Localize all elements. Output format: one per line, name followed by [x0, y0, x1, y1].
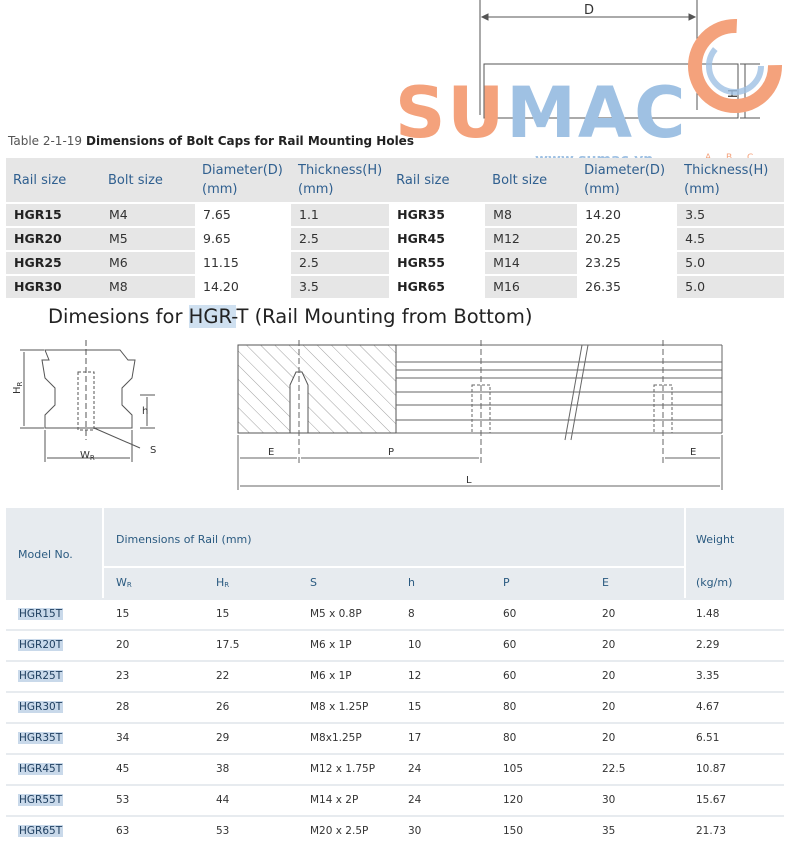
- p-header: P: [503, 576, 510, 589]
- rail-side-view: [238, 340, 722, 490]
- bolt-cap-cell: M14: [485, 252, 577, 274]
- dim-p-label: P: [388, 447, 395, 458]
- table-cell: 2.29: [696, 639, 720, 651]
- table-cell: 26: [216, 701, 230, 713]
- table-cell: 80: [503, 701, 517, 713]
- bolt-cap-cell: HGR25: [6, 252, 101, 274]
- bolt-cap-header-row: [6, 158, 784, 202]
- table-row: [6, 693, 784, 722]
- table-cell: 15: [116, 608, 130, 620]
- table-cell: 10: [408, 639, 422, 651]
- table-cell: 17: [408, 732, 422, 744]
- model-no-cell: HGR35T: [19, 732, 63, 744]
- bolt-cap-cell: 4.5: [677, 228, 784, 250]
- table-cell: 60: [503, 639, 517, 651]
- table-cell: 80: [503, 732, 517, 744]
- unit-header: (kg/m): [696, 576, 733, 589]
- table-cell: 4.67: [696, 701, 720, 713]
- col-bolt-size-2: Bolt size: [485, 158, 577, 202]
- bolt-cap-cell: 2.5: [291, 252, 389, 274]
- bolt-cap-row: [6, 276, 784, 298]
- table-cell: 15: [216, 608, 230, 620]
- bolt-cap-cell: 20.25: [585, 231, 621, 246]
- table-cell: 150: [503, 825, 524, 837]
- bolt-cap-cell: HGR20: [6, 228, 101, 250]
- bolt-cap-cell: 26.35: [585, 279, 621, 294]
- bolt-cap-cell: M4: [101, 204, 195, 226]
- table-cell: M8x1.25P: [310, 732, 362, 744]
- s-header: S: [310, 576, 317, 589]
- rail-table-body: [6, 600, 784, 848]
- bolt-cap-table: [6, 156, 784, 300]
- rail-cross-section: [20, 340, 155, 462]
- table-cell: 15: [408, 701, 422, 713]
- bolt-cap-cell: M8: [101, 276, 195, 298]
- table-row: [6, 817, 784, 846]
- table1-caption: Table 2-1-19 Dimensions of Bolt Caps for Rail Mounting Holes: [8, 134, 414, 148]
- table-cell: 29: [216, 732, 230, 744]
- table-cell: 60: [503, 608, 517, 620]
- dim-e-label-right: E: [690, 447, 697, 458]
- table-cell: M6 x 1P: [310, 670, 352, 682]
- table-cell: M12 x 1.75P: [310, 763, 376, 775]
- model-no-header: Model No.: [18, 548, 73, 561]
- bolt-cap-cell: 14.20: [585, 207, 621, 222]
- hr-header: $H_R$: [216, 576, 230, 589]
- table-cell: M20 x 2.5P: [310, 825, 369, 837]
- bolt-cap-row: [6, 228, 784, 250]
- table-cell: 24: [408, 794, 422, 806]
- model-no-cell: HGR45T: [19, 763, 63, 775]
- table-cell: 34: [116, 732, 130, 744]
- table-cell: 45: [116, 763, 130, 775]
- rail-drawings: [0, 330, 800, 500]
- table-cell: 20: [602, 608, 616, 620]
- rail-table-header: [6, 508, 784, 598]
- table-row: [6, 631, 784, 660]
- table-cell: M5 x 0.8P: [310, 608, 362, 620]
- bolt-cap-cell: HGR65: [397, 279, 445, 294]
- bolt-cap-cell: HGR45: [397, 231, 445, 246]
- bolt-cap-cell: M6: [101, 252, 195, 274]
- logo-wordmark: SUMAC: [395, 72, 688, 154]
- wr-header: $W_R$: [116, 576, 132, 589]
- table-cell: 20: [602, 670, 616, 682]
- table-cell: 53: [216, 825, 230, 837]
- dim-s-label: S: [150, 445, 157, 456]
- table-row: [6, 786, 784, 815]
- table-row: [6, 755, 784, 784]
- bolt-cap-cell: HGR35: [397, 207, 445, 222]
- dims-header: Dimensions of Rail (mm): [116, 533, 252, 546]
- dim-d-label: D: [584, 3, 595, 18]
- model-no-cell: HGR65T: [19, 825, 63, 837]
- weight-header: Weight: [696, 533, 735, 546]
- dim-e-label-left: E: [268, 447, 275, 458]
- dim-l-label: L: [466, 475, 472, 486]
- bolt-cap-cell: M8: [485, 204, 577, 226]
- bolt-cap-cell: HGR30: [6, 276, 101, 298]
- bolt-cap-cell: HGR15: [6, 204, 101, 226]
- col-diameter: Diameter(D) (mm): [195, 158, 291, 202]
- model-no-cell: HGR55T: [19, 794, 63, 806]
- col-rail-size: Rail size: [6, 158, 101, 202]
- table-cell: 15.67: [696, 794, 727, 806]
- model-no-cell: HGR25T: [19, 670, 63, 682]
- table-cell: 10.87: [696, 763, 727, 775]
- table-cell: 21.73: [696, 825, 727, 837]
- table-cell: 12: [408, 670, 422, 682]
- table-row: [6, 662, 784, 691]
- model-no-cell: HGR20T: [19, 639, 63, 651]
- table-cell: 6.51: [696, 732, 720, 744]
- dim-wr-label: $W_R$: [80, 450, 95, 462]
- bolt-cap-cell: 5.0: [677, 252, 784, 274]
- table-cell: 35: [602, 825, 616, 837]
- table-cell: 17.5: [216, 639, 240, 651]
- bolt-cap-cell: 9.65: [203, 231, 231, 246]
- table-cell: 44: [216, 794, 230, 806]
- table-cell: 30: [408, 825, 422, 837]
- col-rail-size-2: Rail size: [389, 158, 485, 202]
- table-cell: 22: [216, 670, 230, 682]
- e-header: E: [602, 576, 609, 589]
- model-no-cell: HGR30T: [19, 701, 63, 713]
- col-thickness-2: Thickness(H) (mm): [677, 158, 784, 202]
- bolt-cap-cell: 23.25: [585, 255, 621, 270]
- bolt-cap-cell: M16: [485, 276, 577, 298]
- dim-h-small-label: h: [142, 406, 149, 417]
- model-no-cell: HGR15T: [19, 608, 63, 620]
- dim-hr-label: $H_R$: [12, 381, 24, 394]
- bolt-cap-cell: 14.20: [203, 279, 239, 294]
- bolt-cap-cell: M12: [485, 228, 577, 250]
- table-cell: M8 x 1.25P: [310, 701, 369, 713]
- bolt-cap-cell: 1.1: [291, 204, 389, 226]
- bolt-cap-cell: 7.65: [203, 207, 231, 222]
- bolt-cap-row: [6, 252, 784, 274]
- bolt-cap-cell: HGR55: [397, 255, 445, 270]
- bolt-cap-cell: 3.5: [291, 276, 389, 298]
- table-cell: 23: [116, 670, 130, 682]
- table-cell: 24: [408, 763, 422, 775]
- table-cell: 1.48: [696, 608, 720, 620]
- bolt-cap-cell: 2.5: [291, 228, 389, 250]
- col-thickness: Thickness(H) (mm): [291, 158, 389, 202]
- bolt-cap-cell: 5.0: [677, 276, 784, 298]
- col-diameter-2: Diameter(D) (mm): [577, 158, 677, 202]
- table-cell: 20: [116, 639, 130, 651]
- section-title: Dimesions for HGR-T (Rail Mounting from Bottom): [48, 305, 533, 328]
- table-cell: M14 x 2P: [310, 794, 359, 806]
- table-cell: 53: [116, 794, 130, 806]
- table-cell: 28: [116, 701, 130, 713]
- table-row: [6, 724, 784, 753]
- table-cell: 120: [503, 794, 524, 806]
- table-cell: 8: [408, 608, 415, 620]
- sumac-logo: [395, 10, 795, 170]
- table-cell: 63: [116, 825, 130, 837]
- bolt-cap-row: [6, 204, 784, 226]
- bolt-cap-cell: 3.5: [677, 204, 784, 226]
- table-cell: 22.5: [602, 763, 626, 775]
- table-cell: 20: [602, 639, 616, 651]
- logo-ring-icon: [685, 16, 785, 116]
- dim-h-label: H: [726, 88, 740, 98]
- table-cell: 20: [602, 701, 616, 713]
- table-cell: 105: [503, 763, 524, 775]
- table-cell: 60: [503, 670, 517, 682]
- table-cell: 20: [602, 732, 616, 744]
- table-cell: M6 x 1P: [310, 639, 352, 651]
- h-header: h: [408, 576, 415, 589]
- rail-dimension-table: [6, 508, 784, 836]
- table-row: [6, 600, 784, 629]
- bolt-cap-cell: M5: [101, 228, 195, 250]
- table-cell: 38: [216, 763, 230, 775]
- col-bolt-size: Bolt size: [101, 158, 195, 202]
- bolt-cap-cell: 11.15: [203, 255, 239, 270]
- table-cell: 30: [602, 794, 616, 806]
- table-cell: 3.35: [696, 670, 720, 682]
